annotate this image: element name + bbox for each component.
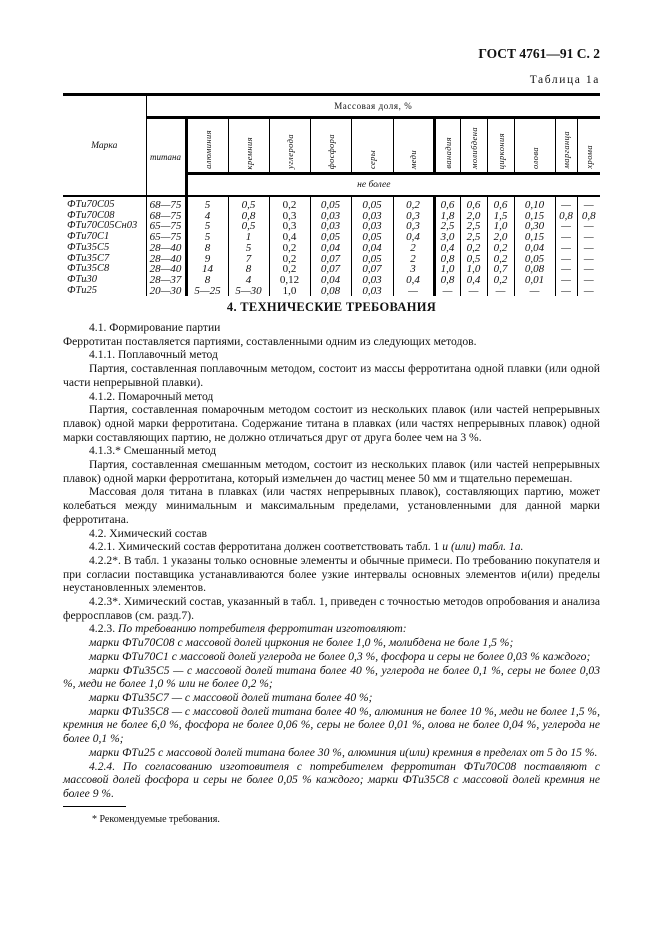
header-element-al: алюминия [186, 118, 228, 174]
cell-cr: — [583, 284, 594, 297]
clause-4-2-2: 4.2.2*. В табл. 1 указаны только основные элементы и обычные примеси. По требованию покупателя и при согласии поставщика устанавливаются более узкие интервалы основных элементов и(или) пределы неустановленных элементов. [63, 553, 600, 595]
cell-sn: 0,15 [514, 211, 555, 222]
cell-sn: 0,30 [514, 221, 555, 232]
cell-s: 0,05 [351, 196, 393, 211]
header-element-mn: марганца [555, 118, 577, 174]
header-element-s: серы [351, 118, 393, 174]
cell-v: 1,8 [434, 211, 460, 222]
header-element-sn: олова [514, 118, 555, 174]
cell-cr: — [583, 273, 594, 286]
header-element-v: ванадия [434, 118, 460, 174]
cell-mn: — [555, 264, 577, 275]
cell-c: 0,2 [269, 264, 310, 275]
cell-al: 8 [186, 275, 228, 286]
cell-mn: — [555, 243, 577, 254]
cell-mo: 0,5 [460, 254, 487, 265]
cell-v: 0,8 [434, 254, 460, 265]
cell-al: 14 [186, 264, 228, 275]
cell-v: 0,4 [434, 243, 460, 254]
clause-4-1-3: 4.1.3.* Смешанный метод [89, 444, 217, 458]
cell-al: 8 [186, 243, 228, 254]
cell-zr: 1,5 [487, 211, 514, 222]
cell-al: 5—25 [186, 286, 228, 297]
cell-cu: 0,3 [393, 211, 434, 222]
cell-v: 1,0 [434, 264, 460, 275]
cell-p: 0,03 [310, 211, 351, 222]
cell-al: 4 [186, 211, 228, 222]
header-titanium: титана [146, 118, 186, 197]
cell-si: 0,8 [228, 211, 269, 222]
grade-cell: ФTи70С05Сн03 [63, 221, 146, 232]
header-element-c: углерода [269, 118, 310, 174]
cell-si: 5—30 [228, 286, 269, 297]
clause-4-2-3-item-5: марки ФTи35С8 — с массовой долей титана более 40 %, алюминия не более 10 %, меди не более 1,5 %, кремния не более 6,0 %, фосфора не более 0,06 %, серы не более 0,01 %, олова не более 0,04 %, углерода не более 0,1 %; [63, 704, 600, 746]
cell-si: 0,5 [228, 221, 269, 232]
cell-mo: 1,0 [460, 264, 487, 275]
grade-cell: ФTи70С05 [63, 196, 146, 211]
cell-mo: 0,4 [460, 275, 487, 286]
cell-ti: 68—75 [146, 211, 186, 222]
table-caption: Таблица 1а [529, 74, 600, 86]
cell-cu: 0,4 [393, 232, 434, 243]
cell-cu: 2 [393, 254, 434, 265]
clause-4-2-3-item-6: марки ФTи25 с массовой долей титана более 30 %, алюминия и(или) кремния в пределах от 5 до 15 %. [89, 745, 598, 759]
cell-s: 0,03 [351, 275, 393, 286]
cell-c: 0,12 [269, 275, 310, 286]
clause-4-2-3-item-3: марки ФTи35С5 — с массовой долей титана более 40 %, углерода не более 0,1 %, серы не более 0,03 %, меди не более 1,0 % или не более 0,2 %; [63, 663, 600, 691]
header-element-mo: молибдена [460, 118, 487, 174]
footnote: * Рекомендуемые требования. [92, 814, 220, 825]
clause-4-2-3: 4.2.3. По требованию потребителя ферротитан изготовляют: [89, 622, 407, 636]
cell-ti: 28—40 [146, 254, 186, 265]
cell-p: 0,03 [310, 221, 351, 232]
clause-4-2-3-item-1: марки ФTи70С08 с массовой долей циркония не более 1,0 %, молибдена не боле 1,5 %; [89, 636, 514, 650]
cell-zr: 0,2 [487, 254, 514, 265]
cell-mn: — [555, 254, 577, 265]
clause-4-1-3-text-2: Массовая доля титана в плавках (или частях непрерывных плавок), составляющих партию, может колебаться между минимальным и максимальным пределами, установленными для данной марки ферротитана. [63, 485, 600, 526]
grade-cell: ФTи25 [63, 286, 146, 297]
cell-si: 5 [228, 243, 269, 254]
clause-4-2-4: 4.2.4. По согласованию изготовителя с потребителем ферротитан ФTи70С08 поставляют с массовой долей фосфора и серы не более 0,05 % каждого; марки ФTи35С8 с массовой долей кремния не более 9 %. [63, 759, 600, 800]
footnote-divider [63, 806, 126, 807]
clause-4-2-3-item-2: марки ФTи70С1 с массовой долей углерода не более 0,3 %, фосфора и серы не более 0,03 % каждого; [89, 649, 591, 663]
section-title: 4. ТЕХНИЧЕСКИЕ ТРЕБОВАНИЯ [226, 300, 437, 314]
cell-al: 5 [186, 221, 228, 232]
cell-si: 0,5 [228, 196, 269, 211]
cell-c: 0,2 [269, 196, 310, 211]
table-row [63, 196, 600, 211]
cell-cu: 0,3 [393, 221, 434, 232]
cell-p: 0,04 [310, 243, 351, 254]
cell-ti: 28—37 [146, 275, 186, 286]
header-element-si: кремния [228, 118, 269, 174]
clause-4-1-1-text: Партия, составленная поплавочным методом, состоит из массы ферротитана одной плавки (или одной части непрерывной плавки). [63, 362, 600, 389]
cell-al: 9 [186, 254, 228, 265]
cell-mn: — [555, 232, 577, 243]
clause-4-1-3-text: Партия, составленная смешанным методом, состоит из нескольких плавок (или частей непрерывных плавок) одной марки ферротитана, который измельчен до частиц менее 50 мм и тщательно перемешан. [63, 458, 600, 485]
table-row [63, 243, 600, 254]
cell-sn: 0,08 [514, 264, 555, 275]
cell-c: 0,3 [269, 211, 310, 222]
cell-cr: 0,8 [581, 209, 596, 222]
cell-c: 0,2 [269, 243, 310, 254]
header-element-cu: меди [393, 118, 434, 174]
cell-p: 0,07 [310, 254, 351, 265]
cell-ti: 68—75 [146, 196, 186, 211]
cell-cr: — [583, 241, 594, 254]
header-no-more: не более [186, 174, 600, 197]
cell-c: 0,2 [269, 254, 310, 265]
cell-zr: 0,7 [487, 264, 514, 275]
cell-cu: 0,2 [393, 196, 434, 211]
cell-ti: 65—75 [146, 221, 186, 232]
clause-4-1-2: 4.1.2. Помарочный метод [89, 389, 214, 403]
cell-sn: — [514, 286, 555, 297]
cell-mo: 2,5 [460, 221, 487, 232]
cell-cr: — [583, 252, 594, 265]
grade-cell: ФTи30 [63, 275, 146, 286]
header-mass-fraction: Массовая доля, % [146, 95, 600, 118]
cell-zr: 0,6 [487, 196, 514, 211]
clause-4-1-1: 4.1.1. Поплавочный метод [89, 348, 218, 362]
cell-al: 5 [186, 196, 228, 211]
cell-mo: 0,6 [460, 196, 487, 211]
cell-mn: — [555, 196, 577, 211]
cell-si: 8 [228, 264, 269, 275]
cell-cr: — [583, 220, 594, 233]
cell-s: 0,03 [351, 221, 393, 232]
grade-cell: ФTи35С7 [63, 254, 146, 265]
cell-mo: 0,2 [460, 243, 487, 254]
cell-p: 0,04 [310, 275, 351, 286]
cell-sn: 0,04 [514, 243, 555, 254]
cell-mo: 2,0 [460, 211, 487, 222]
cell-sn: 0,10 [514, 196, 555, 211]
cell-ti: 20—30 [146, 286, 186, 297]
cell-cu: 0,4 [393, 275, 434, 286]
cell-s: 0,07 [351, 264, 393, 275]
cell-zr: 2,0 [487, 232, 514, 243]
composition-table [63, 93, 600, 296]
cell-sn: 0,01 [514, 275, 555, 286]
cell-mn: — [555, 275, 577, 286]
composition-table-body [63, 196, 600, 296]
cell-sn: 0,15 [514, 232, 555, 243]
cell-v: 3,0 [434, 232, 460, 243]
cell-p: 0,08 [310, 286, 351, 297]
clause-4-1-text: Ферротитан поставляется партиями, составленными одним из следующих методов. [63, 334, 477, 348]
cell-p: 0,07 [310, 264, 351, 275]
cell-si: 4 [228, 275, 269, 286]
table-row [63, 286, 600, 297]
cell-s: 0,05 [351, 232, 393, 243]
cell-mo: 2,5 [460, 232, 487, 243]
header-element-cr: хрома [583, 145, 594, 169]
cell-v: — [434, 286, 460, 297]
cell-s: 0,05 [351, 254, 393, 265]
cell-al: 5 [186, 232, 228, 243]
cell-s: 0,04 [351, 243, 393, 254]
cell-cr: — [583, 263, 594, 276]
cell-mo: — [460, 286, 487, 297]
cell-zr: 0,2 [487, 243, 514, 254]
cell-ti: 28—40 [146, 243, 186, 254]
cell-mn: — [555, 221, 577, 232]
cell-cu: 3 [393, 264, 434, 275]
clause-4-1: 4.1. Формирование партии [89, 321, 221, 334]
header-element-zr: циркония [487, 118, 514, 174]
grade-cell: ФTи35С8 [63, 264, 146, 275]
clause-4-2-1: 4.2.1. Химический состав ферротитана должен соответствовать табл. 1 и (или) табл. 1а. [89, 540, 524, 554]
cell-s: 0,03 [351, 286, 393, 297]
clause-4-2-3-item-4: марки ФTи35С7 — с массовой долей титана более 40 %; [89, 690, 373, 704]
cell-ti: 28—40 [146, 264, 186, 275]
cell-zr: — [487, 286, 514, 297]
grade-cell: ФTи35С5 [63, 243, 146, 254]
cell-p: 0,05 [310, 196, 351, 211]
cell-v: 0,6 [434, 196, 460, 211]
clause-4-1-2-text: Партия, составленная помарочным методом состоит из нескольких плавок (или частей непрерывных плавок) одной марки ферротитана. Содержание титана в плавках (или частях непрерывных плавок) одной марки составляющих партию, не должно отличаться друг от друга более чем на 3 %. [63, 403, 600, 444]
header-element-p: фосфора [310, 118, 351, 174]
grade-cell: ФTи70С08 [63, 211, 146, 222]
cell-c: 0,4 [269, 232, 310, 243]
cell-mn: — [555, 286, 577, 297]
section-body [63, 321, 600, 801]
cell-cu: 2 [393, 243, 434, 254]
cell-p: 0,05 [310, 232, 351, 243]
cell-v: 0,8 [434, 275, 460, 286]
cell-sn: 0,05 [514, 254, 555, 265]
cell-cu: — [393, 286, 434, 297]
cell-cr: — [583, 231, 594, 244]
cell-ti: 65—75 [146, 232, 186, 243]
cell-zr: 0,2 [487, 275, 514, 286]
cell-mn: 0,8 [555, 211, 577, 222]
grade-cell: ФTи70С1 [63, 232, 146, 243]
header-marka: Марка [63, 95, 146, 197]
cell-zr: 1,0 [487, 221, 514, 232]
page-header-doc-ref: ГОСТ 4761—91 С. 2 [478, 46, 600, 61]
clause-4-2-3-star: 4.2.3*. Химический состав, указанный в табл. 1, приведен с точностью методов опробования и анализа ферросплавов (см. разд.7). [63, 595, 600, 622]
cell-v: 2,5 [434, 221, 460, 232]
cell-si: 7 [228, 254, 269, 265]
cell-c: 0,3 [269, 221, 310, 232]
cell-si: 1 [228, 232, 269, 243]
cell-s: 0,03 [351, 211, 393, 222]
cell-cr: — [583, 199, 594, 211]
clause-4-2: 4.2. Химический состав [89, 526, 207, 540]
cell-c: 1,0 [269, 286, 310, 297]
